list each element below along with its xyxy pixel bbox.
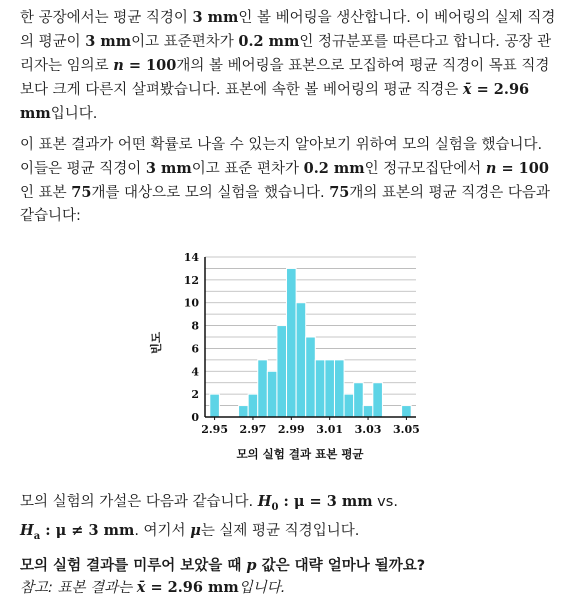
math-var: μ [190,521,201,539]
text: 참고: 표본 결과는 [20,580,137,596]
bars [210,268,411,417]
x-tick-labels [201,417,420,436]
histogram-bar [277,326,287,417]
math: 75 [329,184,350,201]
histogram-bar [334,360,344,417]
text: 이고 표준 편차가 [191,161,304,177]
histogram-bar [363,406,373,417]
text: 입니다. [50,106,98,122]
histogram-bar [344,394,354,417]
histogram-bar [248,394,258,417]
histogram-bar [354,383,364,417]
text: 인 정규모집단에서 [364,161,486,177]
math: = 100 [496,160,549,177]
question [20,554,560,578]
y-tick-label: 10 [183,296,199,310]
x-tick-label: 3.05 [393,423,420,436]
histogram-bar [325,360,335,417]
intro-paragraph [20,6,560,126]
math-var: H [257,493,272,510]
y-axis-label: 빈도 [149,331,163,355]
histogram-bar [296,303,306,417]
x-tick-label: 3.01 [316,423,344,436]
histogram-bar [287,268,297,417]
y-tick-label: 12 [183,273,199,287]
text: 인 볼 베어링을 생산합니다. 이 베어링의 실제 직경의 평균이 [20,10,556,50]
math: 0.2 mm [238,33,300,50]
math-sub: 0 [271,501,279,513]
y-tick-label: 8 [191,319,199,333]
math: = 100 [123,57,177,74]
math: 75 [71,184,92,201]
histogram-bar [402,406,412,417]
text: 이고 표준편차가 [131,34,239,50]
x-tick-label: 2.99 [277,423,305,436]
math: = 2.96 mm [145,579,239,596]
x-tick-label: 2.95 [201,423,228,436]
text: 개를 대상으로 모의 실험을 했습니다. [91,185,330,201]
math-var: n [113,57,124,74]
text: 이 표본 결과가 어떤 확률로 나올 수 있는지 알아보기 위하여 모의 실험을 했습니다. 이들은 평균 직경이 [20,137,543,177]
histogram-bar [306,337,316,417]
y-tick-label: 4 [191,365,199,379]
text: vs. [372,494,398,510]
note [20,576,560,600]
math-var: H [20,521,34,539]
text: 입니다. [238,580,286,596]
math: : μ = 3 mm [278,493,373,510]
text: 인 표본 [20,185,72,201]
text: 인 정규분포를 따른다고 합니다. 공장 관리자는 임의로 [20,34,552,74]
math-sub: a [33,530,41,542]
text: 모의 실험 결과를 미루어 보았을 때 [20,558,247,574]
hypothesis-paragraph [20,490,560,548]
y-tick-label: 2 [191,388,199,402]
math: : μ ≠ 3 mm [40,521,135,539]
math-var: p [246,557,257,574]
text: 개의 표본의 평균 직경은 다음과 같습니다: [20,185,550,224]
histogram-bar [373,383,383,417]
text: 값은 대략 얼마나 될까요? [256,558,426,574]
histogram-bar [239,406,249,417]
text: 한 공장에서는 평균 직경이 [20,10,193,26]
y-tick-labels [184,251,200,424]
x-tick-label: 2.97 [239,423,267,436]
text: 는 실제 평균 직경입니다. [200,522,360,539]
histogram-chart [140,240,430,465]
text: 개의 볼 베어링을 표본으로 모집하여 평균 직경이 목표 직경보다 크게 다른지 살펴봤습니다. 표본에 속한 볼 베어링의 평균 직경은 [20,58,550,98]
y-tick-label: 6 [191,342,199,356]
math-var: x̄ [462,81,472,98]
math: = 2.96 mm [20,81,530,122]
x-tick-label: 3.03 [354,423,382,436]
math: 3 mm [192,9,239,26]
histogram-bar [315,360,325,417]
histogram-bar [267,371,277,417]
y-tick-label: 0 [191,411,199,424]
math: 0.2 mm [303,160,365,177]
x-axis-label: 모의 실험 결과 표본 평균 [236,447,364,461]
math: 3 mm [85,33,132,50]
text: 모의 실험의 가설은 다음과 같습니다. [20,494,258,510]
math-var: x̄ [136,579,146,596]
text: . 여기서 [134,522,191,539]
histogram-bar [210,394,220,417]
math-var: n [485,160,497,177]
math: 3 mm [145,160,192,177]
y-tick-label: 14 [183,251,199,264]
simulation-paragraph [20,134,560,228]
histogram-bar [258,360,268,417]
